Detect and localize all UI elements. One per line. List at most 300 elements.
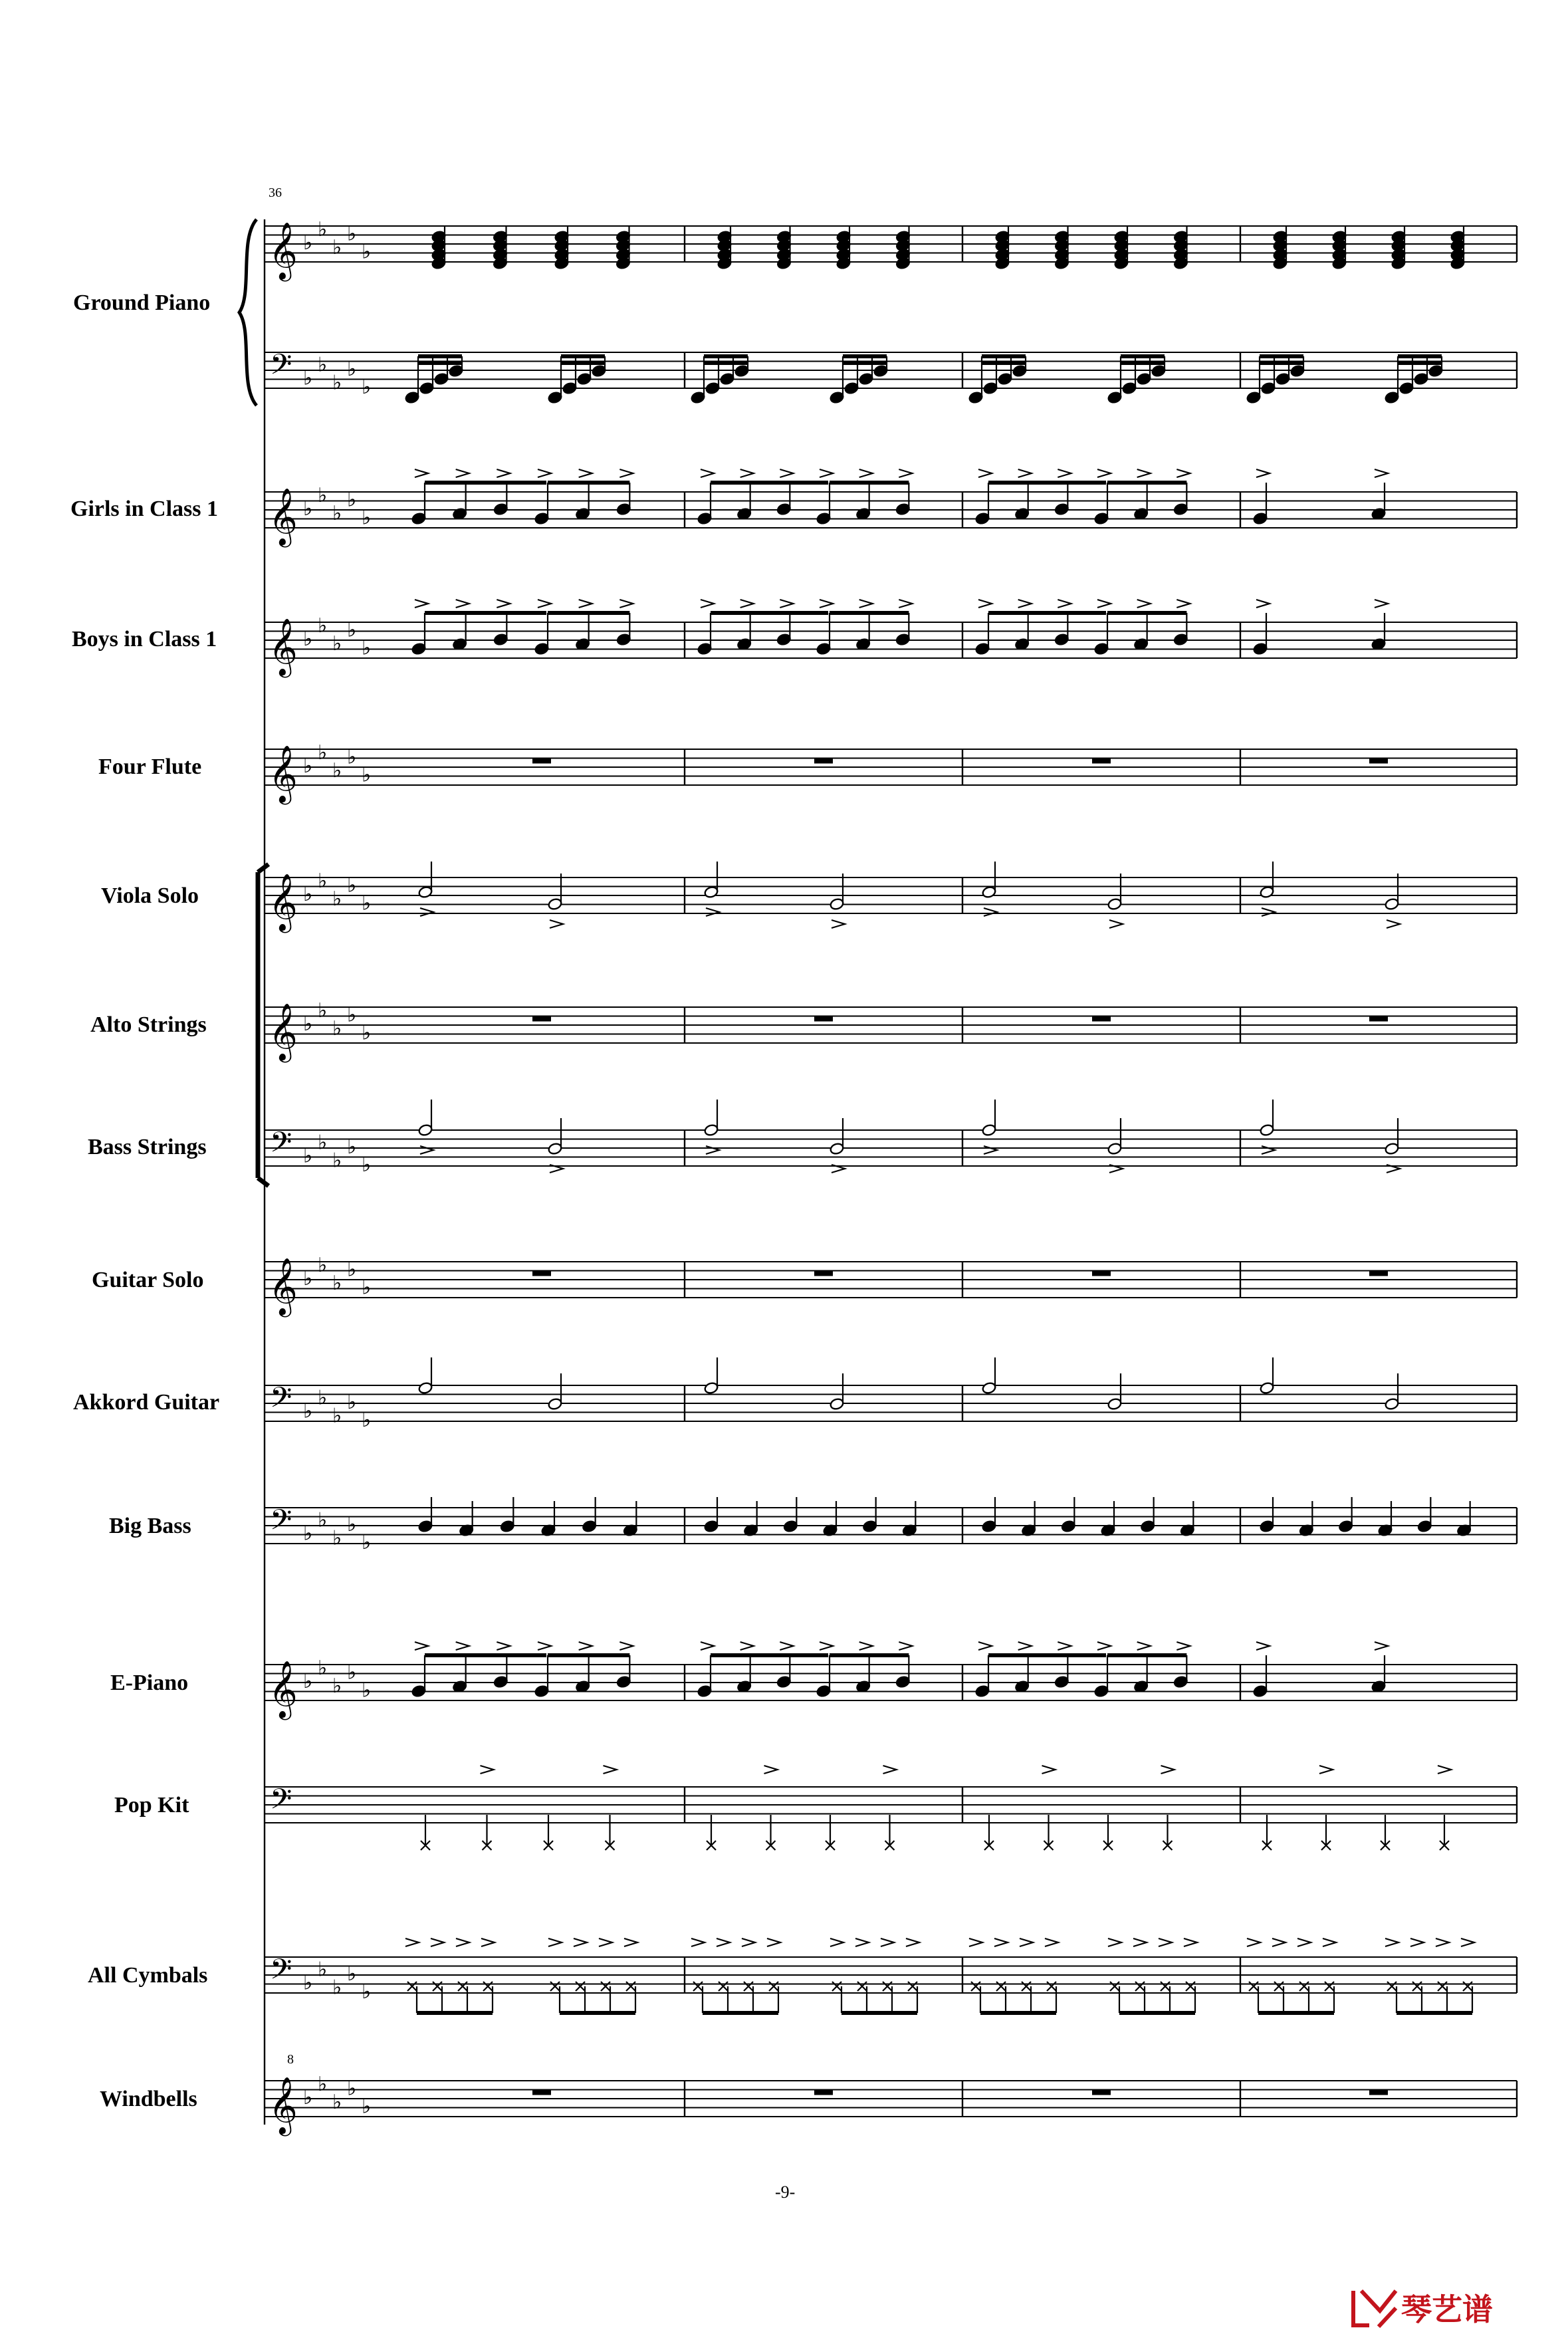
accent-mark [415, 1642, 428, 1650]
flat-icon: ♭ [362, 376, 372, 399]
accent-mark [899, 1642, 912, 1650]
accent-mark [497, 469, 510, 477]
accent-mark [899, 469, 912, 477]
x-note-head [996, 1982, 1006, 1991]
accent-mark [456, 469, 469, 477]
accent-mark [1438, 1766, 1451, 1774]
accent-mark [780, 1642, 793, 1650]
accent-mark [456, 1642, 469, 1650]
flat-icon: ♭ [347, 1135, 357, 1159]
flat-icon: ♭ [332, 887, 342, 911]
flat-icon: ♭ [347, 874, 357, 897]
note-beam [704, 361, 748, 365]
treble-clef-icon: 𝄞 [269, 618, 298, 675]
note-beam [1397, 2011, 1472, 2015]
note-beam [1121, 361, 1165, 365]
x-note-head [908, 1982, 917, 1991]
accent-mark [1256, 600, 1270, 608]
accent-mark [604, 1766, 617, 1774]
note-beam [548, 1653, 629, 1657]
flat-icon: ♭ [362, 2095, 372, 2119]
accent-mark [780, 469, 793, 477]
accent-mark [420, 908, 433, 916]
note-beam [561, 354, 605, 358]
note-beam [843, 354, 887, 358]
accent-mark [1018, 1642, 1032, 1650]
accent-mark [855, 1938, 869, 1946]
treble-clef-icon: 𝄞 [269, 222, 298, 279]
accent-mark [538, 1642, 551, 1650]
note-beam [830, 481, 909, 485]
flat-icon: ♭ [332, 1976, 342, 2000]
note-beam [418, 361, 462, 365]
flat-icon: ♭ [303, 755, 313, 778]
staff-guitar-solo [265, 1254, 1517, 1318]
accent-mark [859, 469, 873, 477]
accent-mark [1109, 920, 1123, 928]
label-viola-solo: Viola Solo [101, 883, 199, 908]
note-beam [982, 361, 1026, 365]
staff-viola-solo [265, 870, 1517, 933]
flat-icon: ♭ [362, 1153, 372, 1177]
flat-icon: ♭ [347, 1661, 357, 1685]
x-note-head [601, 1982, 610, 1991]
accent-mark [619, 1642, 633, 1650]
flat-icon: ♭ [347, 745, 357, 769]
accent-mark [1184, 1938, 1197, 1946]
accent-mark [538, 469, 551, 477]
staff-four-flute [265, 741, 1517, 805]
x-note-head [1249, 1982, 1258, 1991]
accent-mark [1176, 600, 1190, 608]
x-note-head [576, 1982, 585, 1991]
accent-mark [740, 469, 754, 477]
flat-icon: ♭ [362, 1679, 372, 1702]
accent-mark [881, 1938, 894, 1946]
flat-icon: ♭ [332, 235, 342, 259]
flat-icon: ♭ [332, 1149, 342, 1173]
whole-rest [532, 758, 551, 764]
accent-mark [706, 1146, 719, 1154]
note-beam [1260, 361, 1303, 365]
flat-icon: ♭ [347, 222, 357, 246]
accent-mark [780, 600, 793, 608]
flat-icon: ♭ [347, 2077, 357, 2101]
x-note-head [1299, 1982, 1309, 1991]
note-beam [988, 1653, 1106, 1657]
x-note-head [1110, 1982, 1119, 1991]
flat-icon: ♭ [362, 763, 372, 787]
accent-mark [978, 469, 992, 477]
note-beam [425, 481, 546, 485]
page-number: -9- [775, 2182, 796, 2202]
whole-rest [814, 758, 833, 764]
x-note-head [1022, 1982, 1031, 1991]
flat-icon: ♭ [318, 483, 328, 507]
x-note-head [857, 1982, 867, 1991]
note-beam [425, 1653, 546, 1657]
accent-mark [415, 600, 428, 608]
label-guitar-solo: Guitar Solo [92, 1268, 204, 1292]
x-note-head [483, 1982, 493, 1991]
accent-mark [1272, 1938, 1286, 1946]
note-beam [1107, 481, 1186, 485]
accent-mark [1058, 600, 1071, 608]
note-beam [711, 611, 828, 615]
accent-mark [830, 1938, 843, 1946]
flat-icon: ♭ [347, 1513, 357, 1536]
accent-mark [1097, 600, 1111, 608]
bass-clef-icon: 𝄢 [270, 1381, 292, 1421]
accent-mark [1319, 1766, 1333, 1774]
notation [405, 226, 1474, 2095]
note-beam [548, 611, 629, 615]
note-beam [830, 611, 909, 615]
accent-mark [764, 1766, 778, 1774]
note-beam [830, 1653, 909, 1657]
accent-mark [1323, 1938, 1336, 1946]
piano-brace [239, 219, 257, 406]
accent-mark [405, 1938, 419, 1946]
label-ground-piano: Ground Piano [73, 291, 211, 315]
staff-alto-strings [265, 999, 1517, 1063]
flat-icon: ♭ [347, 618, 357, 642]
flat-icon: ♭ [318, 1253, 328, 1277]
treble-clef-icon: 𝄞 [269, 1258, 298, 1315]
flat-icon: ♭ [362, 1531, 372, 1554]
flat-icon: ♭ [303, 1670, 313, 1693]
accent-mark [994, 1938, 1008, 1946]
flat-icon: ♭ [362, 1409, 372, 1432]
windbells-octave-mark: 8 [287, 2052, 294, 2067]
accent-mark [574, 1938, 587, 1946]
flat-icon: ♭ [332, 1526, 342, 1550]
accent-mark [497, 1642, 510, 1650]
flat-icon: ♭ [318, 1958, 328, 1982]
whole-rest [814, 2090, 833, 2095]
accent-mark [1137, 600, 1151, 608]
flat-icon: ♭ [303, 1012, 313, 1036]
accent-mark [1161, 1766, 1175, 1774]
flat-icon: ♭ [362, 1021, 372, 1045]
accent-mark [1387, 920, 1400, 928]
flat-icon: ♭ [362, 1980, 372, 2004]
note-beam [1398, 361, 1442, 365]
accent-mark [624, 1938, 637, 1946]
note-beam [843, 361, 887, 365]
accent-mark [740, 1642, 754, 1650]
accent-mark [599, 1938, 612, 1946]
accent-mark [717, 1938, 730, 1946]
accent-mark [859, 1642, 873, 1650]
x-note-head [1186, 1982, 1195, 1991]
accent-mark [619, 469, 633, 477]
flat-icon: ♭ [303, 1267, 313, 1290]
flat-icon: ♭ [318, 1508, 328, 1532]
staff-girls-in-class-1 [265, 484, 1517, 548]
whole-rest [1092, 758, 1111, 764]
accent-mark [1137, 469, 1151, 477]
accent-mark [579, 1642, 592, 1650]
accent-mark [619, 600, 633, 608]
x-note-head [1463, 1982, 1472, 1991]
note-beam [1258, 2011, 1334, 2015]
accent-mark [1262, 908, 1275, 916]
accent-mark [1176, 1642, 1190, 1650]
flat-icon: ♭ [347, 1003, 357, 1027]
accent-mark [1256, 1642, 1270, 1650]
accent-mark [420, 1146, 433, 1154]
label-big-bass: Big Bass [109, 1514, 191, 1538]
note-beam [711, 481, 828, 485]
accent-mark [701, 1642, 714, 1650]
flat-icon: ♭ [362, 891, 372, 915]
x-note-head [1047, 1982, 1056, 1991]
label-all-cymbals: All Cymbals [88, 1963, 208, 1988]
x-note-head [1274, 1982, 1284, 1991]
accent-mark [1297, 1938, 1311, 1946]
flat-icon: ♭ [332, 1674, 342, 1698]
flat-icon: ♭ [318, 217, 328, 241]
x-note-head [883, 1982, 892, 1991]
whole-rest [532, 1271, 551, 1276]
label-windbells: Windbells [100, 2087, 197, 2111]
flat-icon: ♭ [303, 1971, 313, 1995]
staff-systems [239, 218, 1517, 2137]
accent-mark [969, 1938, 982, 1946]
accent-mark [1133, 1938, 1147, 1946]
accent-mark [984, 1146, 997, 1154]
flat-icon: ♭ [303, 628, 313, 651]
flat-icon: ♭ [318, 1131, 328, 1155]
x-note-head [693, 1982, 703, 1991]
flat-icon: ♭ [347, 488, 357, 512]
staff-all-cymbals [265, 1953, 1517, 2004]
accent-mark [456, 1938, 469, 1946]
staff-akkord-guitar [265, 1381, 1517, 1432]
accent-mark [906, 1938, 919, 1946]
logo-text: 琴艺谱 [1401, 2291, 1493, 2327]
flat-icon: ♭ [303, 1399, 313, 1423]
accent-mark [984, 908, 997, 916]
label-akkord-guitar: Akkord Guitar [73, 1390, 220, 1415]
note-beam [560, 2011, 635, 2015]
x-note-head [1438, 1982, 1447, 1991]
accent-mark [1045, 1938, 1058, 1946]
staff-e-piano [265, 1657, 1517, 1720]
note-beam [1107, 1653, 1186, 1657]
note-beam [841, 2011, 917, 2015]
accent-mark [701, 469, 714, 477]
staff-ground-piano-treble [265, 218, 1517, 282]
label-four-flute: Four Flute [98, 755, 202, 779]
whole-rest [1092, 1271, 1111, 1276]
note-beam [561, 361, 605, 365]
x-note-head [550, 1982, 560, 1991]
accent-mark [1058, 469, 1071, 477]
flat-icon: ♭ [318, 1656, 328, 1680]
accent-mark [767, 1938, 780, 1946]
flat-icon: ♭ [318, 353, 328, 377]
bass-clef-icon: 𝄢 [270, 1504, 292, 1544]
label-girls-in-class-1: Girls in Class 1 [70, 497, 218, 521]
flat-icon: ♭ [318, 2072, 328, 2096]
note-beam [1107, 611, 1186, 615]
whole-rest [532, 1016, 551, 1022]
accent-mark [1018, 469, 1032, 477]
x-note-head [971, 1982, 980, 1991]
x-note-head [769, 1982, 778, 1991]
note-beam [425, 611, 546, 615]
flat-icon: ♭ [303, 366, 313, 390]
accent-mark [1256, 469, 1270, 477]
x-note-head [1387, 1982, 1397, 1991]
accent-mark [1436, 1938, 1449, 1946]
accent-mark [978, 1642, 992, 1650]
bass-clef-icon: 𝄢 [270, 348, 292, 388]
flat-icon: ♭ [332, 1016, 342, 1040]
flat-icon: ♭ [332, 1404, 342, 1428]
flat-icon: ♭ [332, 632, 342, 655]
accent-mark [548, 1938, 562, 1946]
accent-mark [1461, 1938, 1474, 1946]
accent-mark [978, 600, 992, 608]
accent-mark [1097, 1642, 1111, 1650]
accent-mark [1247, 1938, 1260, 1946]
accent-mark [820, 469, 833, 477]
treble-clef-icon: 𝄞 [269, 745, 298, 802]
flat-icon: ♭ [347, 358, 357, 381]
flat-icon: ♭ [332, 758, 342, 782]
logo-mark-icon [1353, 2291, 1396, 2327]
flat-icon: ♭ [332, 371, 342, 395]
accent-mark [859, 600, 873, 608]
label-pop-kit: Pop Kit [114, 1793, 189, 1817]
accent-mark [538, 600, 551, 608]
x-note-head [433, 1982, 442, 1991]
treble-clef-icon: 𝄞 [269, 874, 298, 931]
accent-mark [481, 1938, 495, 1946]
accent-mark [1159, 1938, 1172, 1946]
note-beam [982, 354, 1026, 358]
whole-rest [1369, 2090, 1388, 2095]
note-beam [988, 611, 1106, 615]
x-note-head [719, 1982, 728, 1991]
whole-rest [814, 1271, 833, 1276]
treble-clef-icon: 𝄞 [269, 2077, 298, 2134]
accent-mark [431, 1938, 444, 1946]
accent-mark [740, 600, 754, 608]
flat-icon: ♭ [332, 2090, 342, 2114]
treble-clef-icon: 𝄞 [269, 1661, 298, 1718]
staff-big-bass [265, 1504, 1517, 1554]
flat-icon: ♭ [303, 231, 313, 255]
note-beam [1398, 354, 1442, 358]
flat-icon: ♭ [303, 1522, 313, 1546]
flat-icon: ♭ [303, 883, 313, 906]
accent-mark [883, 1766, 897, 1774]
x-note-head [744, 1982, 753, 1991]
note-beam [1119, 2011, 1195, 2015]
x-note-head [626, 1982, 635, 1991]
accent-mark [456, 600, 469, 608]
accent-mark [497, 600, 510, 608]
accent-mark [550, 920, 563, 928]
accent-mark [415, 469, 428, 477]
x-note-head [832, 1982, 841, 1991]
x-note-head [1325, 1982, 1334, 1991]
accent-mark [1137, 1642, 1151, 1650]
note-beam [980, 2011, 1056, 2015]
accent-mark [820, 600, 833, 608]
bass-clef-icon: 𝄢 [270, 1126, 292, 1166]
flat-icon: ♭ [318, 998, 328, 1022]
x-note-head [1161, 1982, 1170, 1991]
accent-mark [1375, 1642, 1388, 1650]
x-note-head [1412, 1982, 1422, 1991]
accent-mark [742, 1938, 755, 1946]
flat-icon: ♭ [303, 1144, 313, 1168]
accent-mark [1262, 1146, 1275, 1154]
accent-mark [1385, 1938, 1399, 1946]
label-boys-in-class-1: Boys in Class 1 [72, 627, 217, 651]
treble-clef-icon: 𝄞 [269, 1003, 298, 1060]
flat-icon: ♭ [332, 501, 342, 525]
bass-clef-icon: 𝄢 [270, 1783, 292, 1823]
treble-clef-icon: 𝄞 [269, 488, 298, 545]
staff-bass-strings [265, 1126, 1517, 1177]
accent-mark [899, 600, 912, 608]
label-alto-strings: Alto Strings [90, 1012, 207, 1037]
note-beam [703, 2011, 778, 2015]
accent-mark [579, 600, 592, 608]
accent-mark [1058, 1642, 1071, 1650]
note-beam [704, 354, 748, 358]
flat-icon: ♭ [362, 506, 372, 530]
staff-pop-kit [265, 1783, 1517, 1823]
measure-number: 36 [269, 185, 282, 200]
accent-mark [832, 920, 845, 928]
accent-mark [706, 908, 719, 916]
accent-mark [579, 469, 592, 477]
accent-mark [701, 600, 714, 608]
flat-icon: ♭ [318, 869, 328, 893]
x-note-head [1135, 1982, 1145, 1991]
flat-icon: ♭ [362, 636, 372, 660]
label-bass-strings: Bass Strings [88, 1135, 207, 1159]
note-beam [1121, 354, 1165, 358]
flat-icon: ♭ [347, 1391, 357, 1414]
accent-mark [1375, 469, 1388, 477]
accent-mark [820, 1642, 833, 1650]
flat-icon: ♭ [362, 240, 372, 264]
x-note-head [407, 1982, 417, 1991]
whole-rest [532, 2090, 551, 2095]
note-beam [988, 481, 1106, 485]
accent-mark [1018, 600, 1032, 608]
note-beam [417, 2011, 493, 2015]
accent-mark [1410, 1938, 1424, 1946]
accent-mark [1097, 469, 1111, 477]
flat-icon: ♭ [362, 1276, 372, 1300]
note-beam [1260, 354, 1303, 358]
bass-clef-icon: 𝄢 [270, 1953, 292, 1993]
whole-rest [1369, 1016, 1388, 1022]
flat-icon: ♭ [332, 1271, 342, 1295]
accent-mark [691, 1938, 705, 1946]
note-beam [418, 354, 462, 358]
staff-windbells [265, 2073, 1517, 2137]
